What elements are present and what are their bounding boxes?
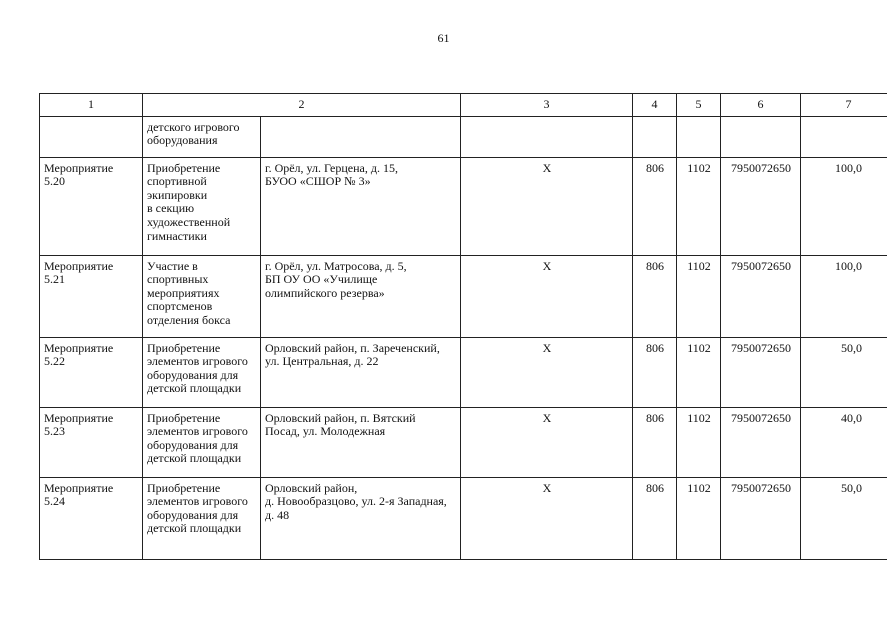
amount-cell: 100,0 bbox=[801, 255, 887, 337]
target-code-cell bbox=[721, 116, 801, 157]
description-cell: Приобретение элементов игрового оборудования для детской площадки bbox=[143, 337, 261, 407]
budget-table bbox=[39, 93, 887, 560]
table-row bbox=[40, 116, 887, 157]
target-code-cell: 7950072650 bbox=[721, 337, 801, 407]
description-cell: Приобретение элементов игрового оборудования для детской площадки bbox=[143, 407, 261, 477]
header-cell: 2 bbox=[143, 94, 461, 117]
event-cell: Мероприятие 5.21 bbox=[40, 255, 143, 337]
mark-cell: Х bbox=[461, 157, 633, 255]
dept-code-cell: 806 bbox=[633, 255, 677, 337]
event-cell: Мероприятие 5.22 bbox=[40, 337, 143, 407]
address-cell: г. Орёл, ул. Герцена, д. 15, БУОО «СШОР № 3» bbox=[261, 157, 461, 255]
header-cell: 1 bbox=[40, 94, 143, 117]
amount-cell: 100,0 bbox=[801, 157, 887, 255]
address-cell: Орловский район, п. Вятский Посад, ул. Молодежная bbox=[261, 407, 461, 477]
amount-cell bbox=[801, 116, 887, 157]
header-cell: 7 bbox=[801, 94, 887, 117]
address-cell: г. Орёл, ул. Матросова, д. 5, БП ОУ ОО «Училище олимпийского резерва» bbox=[261, 255, 461, 337]
description-cell: Приобретение спортивной экипировки в секцию художественной гимнастики bbox=[143, 157, 261, 255]
page-number: 61 bbox=[437, 31, 450, 45]
section-code-cell: 1102 bbox=[677, 337, 721, 407]
description-cell: детского игрового оборудования bbox=[143, 116, 261, 157]
dept-code-cell bbox=[633, 116, 677, 157]
section-code-cell: 1102 bbox=[677, 477, 721, 559]
event-cell bbox=[40, 116, 143, 157]
amount-cell: 50,0 bbox=[801, 337, 887, 407]
address-cell: Орловский район, д. Новообразцово, ул. 2-я Западная, д. 48 bbox=[261, 477, 461, 559]
amount-cell: 50,0 bbox=[801, 477, 887, 559]
section-code-cell: 1102 bbox=[677, 407, 721, 477]
mark-cell: Х bbox=[461, 407, 633, 477]
section-code-cell: 1102 bbox=[677, 255, 721, 337]
header-cell: 5 bbox=[677, 94, 721, 117]
mark-cell: Х bbox=[461, 255, 633, 337]
mark-cell: Х bbox=[461, 477, 633, 559]
target-code-cell: 7950072650 bbox=[721, 157, 801, 255]
event-cell: Мероприятие 5.23 bbox=[40, 407, 143, 477]
table-row bbox=[40, 477, 887, 559]
table-row bbox=[40, 157, 887, 255]
dept-code-cell: 806 bbox=[633, 477, 677, 559]
header-row bbox=[40, 94, 887, 117]
mark-cell bbox=[461, 116, 633, 157]
header-cell: 6 bbox=[721, 94, 801, 117]
address-cell bbox=[261, 116, 461, 157]
description-cell: Приобретение элементов игрового оборудования для детской площадки bbox=[143, 477, 261, 559]
target-code-cell: 7950072650 bbox=[721, 477, 801, 559]
dept-code-cell: 806 bbox=[633, 337, 677, 407]
section-code-cell bbox=[677, 116, 721, 157]
section-code-cell: 1102 bbox=[677, 157, 721, 255]
header-cell: 3 bbox=[461, 94, 633, 117]
address-cell: Орловский район, п. Зареченский, ул. Центральная, д. 22 bbox=[261, 337, 461, 407]
table-row bbox=[40, 407, 887, 477]
event-cell: Мероприятие 5.24 bbox=[40, 477, 143, 559]
event-cell: Мероприятие 5.20 bbox=[40, 157, 143, 255]
amount-cell: 40,0 bbox=[801, 407, 887, 477]
dept-code-cell: 806 bbox=[633, 157, 677, 255]
dept-code-cell: 806 bbox=[633, 407, 677, 477]
target-code-cell: 7950072650 bbox=[721, 255, 801, 337]
table-row bbox=[40, 337, 887, 407]
target-code-cell: 7950072650 bbox=[721, 407, 801, 477]
table-row bbox=[40, 255, 887, 337]
header-cell: 4 bbox=[633, 94, 677, 117]
description-cell: Участие в спортивных мероприятиях спортсменов отделения бокса bbox=[143, 255, 261, 337]
mark-cell: Х bbox=[461, 337, 633, 407]
